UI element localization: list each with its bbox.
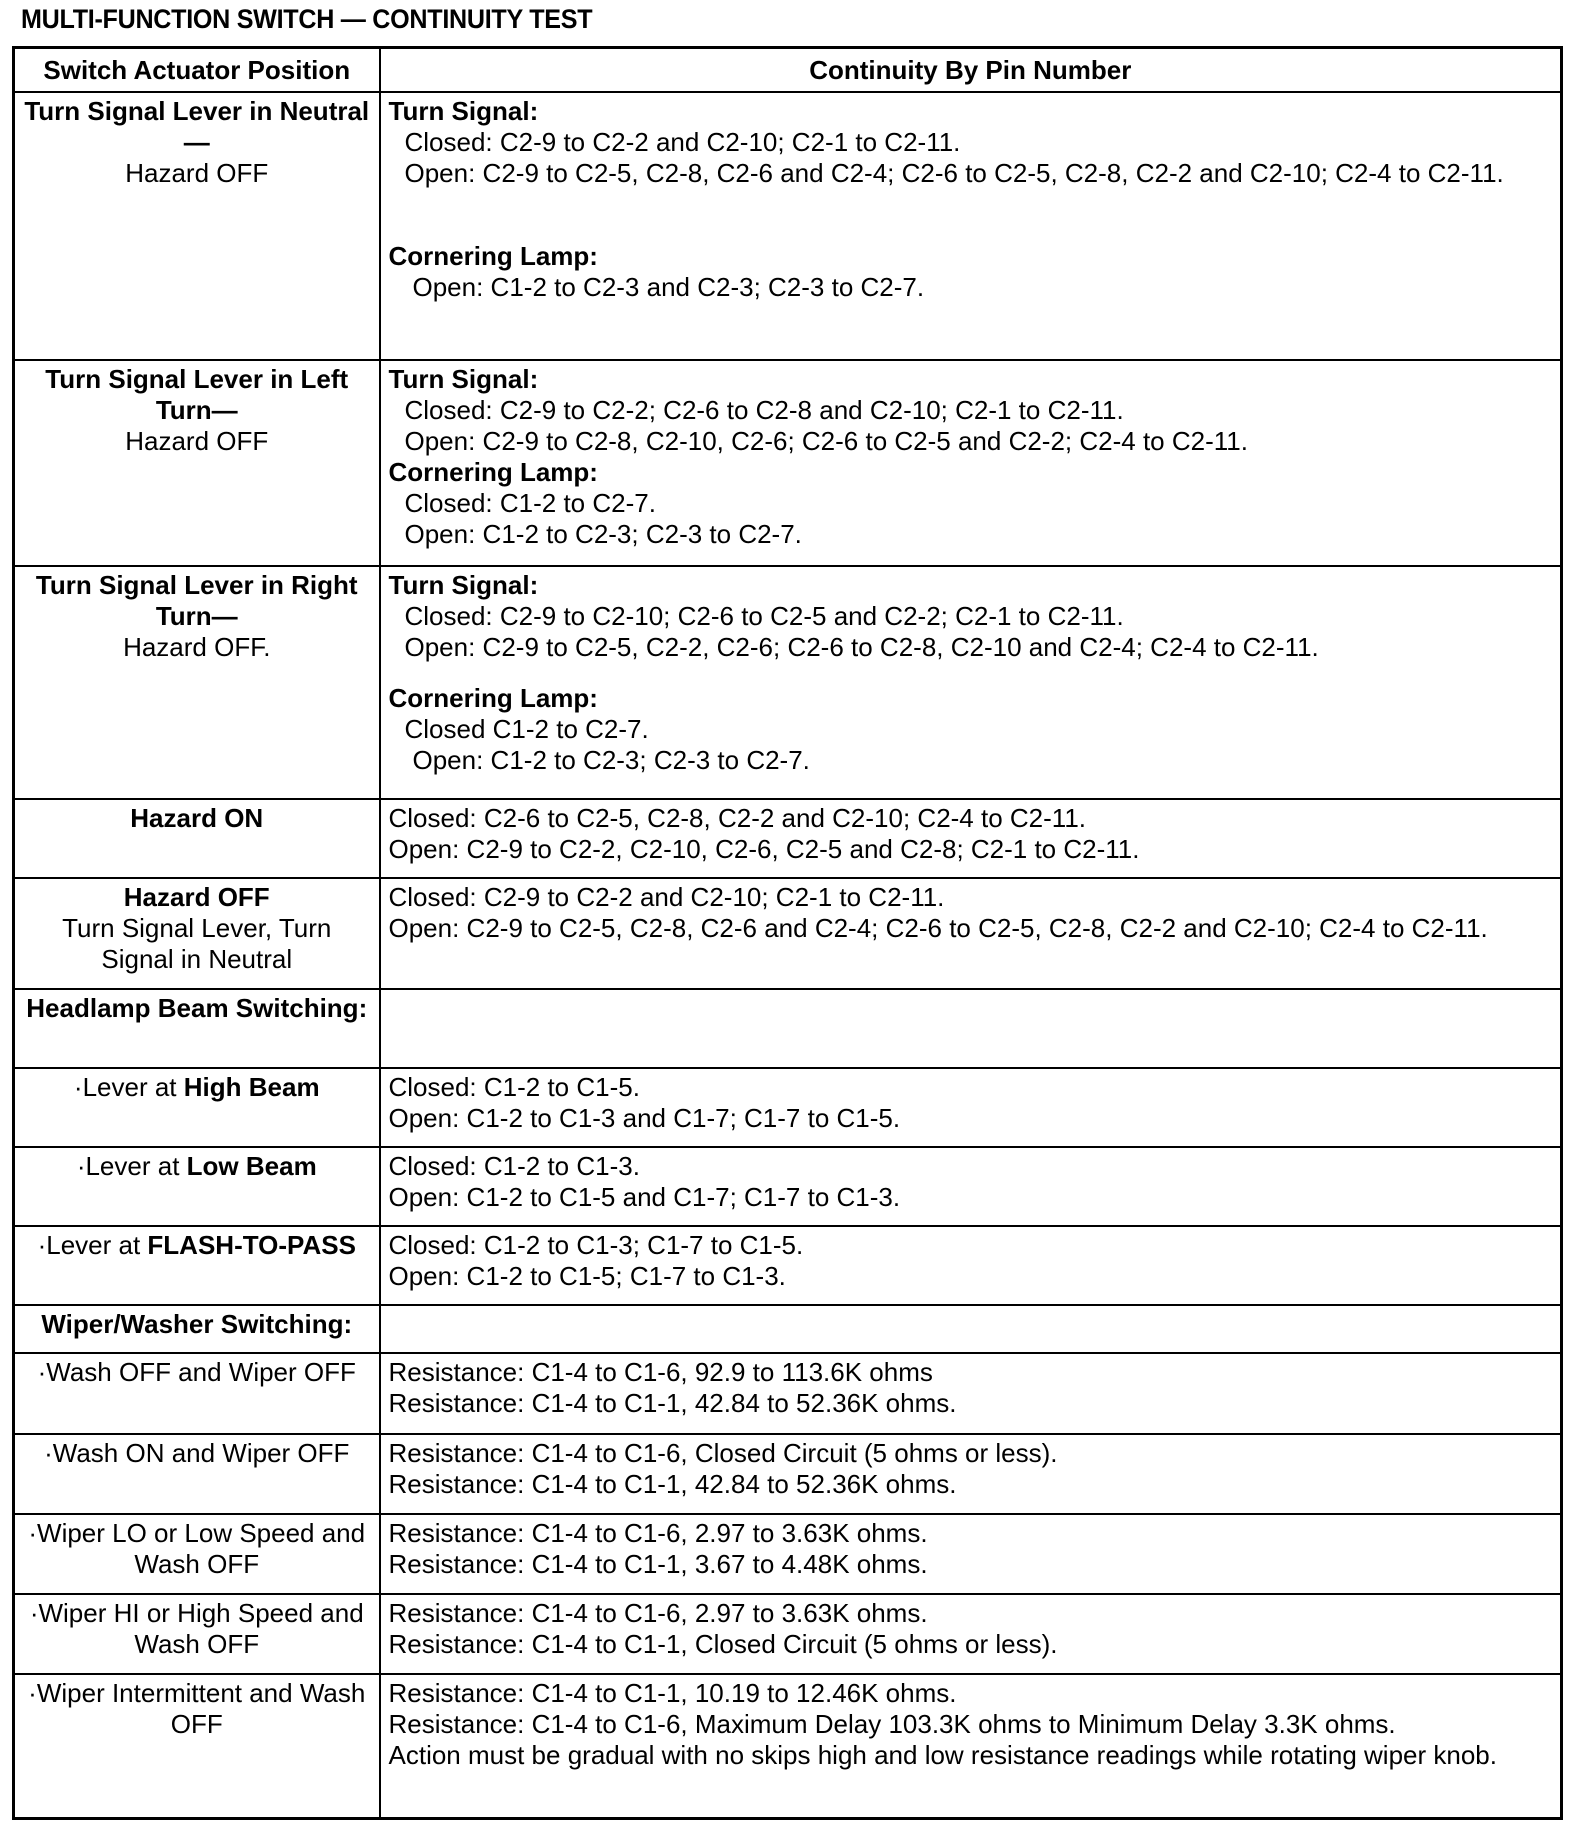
position-cell <box>14 566 380 799</box>
continuity-cell <box>380 1594 1562 1674</box>
resistance-line: Resistance: C1-4 to C1-1, 3.67 to 4.48K ohms. <box>388 1549 928 1579</box>
section-heading: Turn Signal: <box>388 96 539 126</box>
table-row <box>14 878 1562 989</box>
resistance-line: Resistance: C1-4 to C1-6, 2.97 to 3.63K ohms. <box>388 1518 928 1548</box>
position-normal: ·Wash ON and Wiper OFF <box>44 1438 350 1468</box>
continuity-cell <box>380 1305 1562 1353</box>
resistance-line: Resistance: C1-4 to C1-1, 42.84 to 52.36K ohms. <box>388 1469 957 1499</box>
continuity-cell <box>380 989 1562 1068</box>
position-bold: High Beam <box>183 1072 320 1102</box>
table-row <box>14 1226 1562 1305</box>
closed-line: Closed: C2-9 to C2-2 and C2-10; C2-1 to C2-11. <box>404 127 961 157</box>
section-title: Wiper/Washer Switching: <box>41 1309 353 1339</box>
position-bold: Turn Signal Lever in Left Turn— <box>45 364 349 425</box>
position-bold: Low Beam <box>186 1151 317 1181</box>
position-bold: Turn Signal Lever in Right Turn— <box>35 570 358 631</box>
position-cell <box>14 92 380 360</box>
open-line: Open: C2-9 to C2-2, C2-10, C2-6, C2-5 and C2-8; C2-1 to C2-11. <box>388 834 1140 864</box>
continuity-cell <box>380 566 1562 799</box>
table-row <box>14 360 1562 566</box>
section-title: Headlamp Beam Switching: <box>26 993 368 1023</box>
position-normal: Hazard OFF <box>125 158 269 188</box>
continuity-cell <box>380 1514 1562 1594</box>
position-normal: Hazard OFF <box>125 426 269 456</box>
section-heading: Turn Signal: <box>388 570 539 600</box>
open-line: Open: C2-9 to C2-8, C2-10, C2-6; C2-6 to C2-5 and C2-2; C2-4 to C2-11. <box>404 426 1248 456</box>
position-prefix: ·Lever at <box>76 1151 180 1181</box>
table-row <box>14 1594 1562 1674</box>
section-heading: Cornering Lamp: <box>388 457 598 487</box>
table-row <box>14 989 1562 1068</box>
open-line: Open: C1-2 to C2-3 and C2-3; C2-3 to C2-7. <box>412 272 925 302</box>
table-row <box>14 566 1562 799</box>
open-line: Open: C1-2 to C2-3; C2-3 to C2-7. <box>404 519 802 549</box>
position-normal: ·Wiper LO or Low Speed and Wash OFF <box>28 1518 366 1579</box>
open-line: Open: C1-2 to C1-5 and C1-7; C1-7 to C1-3. <box>388 1182 901 1212</box>
position-cell <box>14 1226 380 1305</box>
open-line: Open: C1-2 to C2-3; C2-3 to C2-7. <box>412 745 810 775</box>
table-row <box>14 92 1562 360</box>
continuity-cell <box>380 1226 1562 1305</box>
table-row <box>14 1147 1562 1226</box>
table-row <box>14 1068 1562 1147</box>
resistance-line: Resistance: C1-4 to C1-1, 42.84 to 52.36K ohms. <box>388 1388 957 1418</box>
position-cell <box>14 1434 380 1514</box>
closed-line: Closed: C1-2 to C1-3; C1-7 to C1-5. <box>388 1230 804 1260</box>
closed-line: Closed: C1-2 to C2-7. <box>404 488 656 518</box>
position-prefix: ·Lever at <box>37 1230 141 1260</box>
position-prefix: ·Lever at <box>73 1072 177 1102</box>
section-heading: Turn Signal: <box>388 364 539 394</box>
header-continuity: Continuity By Pin Number <box>380 48 1562 93</box>
position-normal: Turn Signal Lever, Turn Signal in Neutral <box>62 913 332 974</box>
continuity-cell <box>380 92 1562 360</box>
position-cell <box>14 878 380 989</box>
continuity-cell <box>380 1434 1562 1514</box>
table-row <box>14 1514 1562 1594</box>
section-heading: Cornering Lamp: <box>388 241 598 271</box>
continuity-cell <box>380 799 1562 878</box>
table-header-row <box>14 48 1562 93</box>
header-position: Switch Actuator Position <box>14 48 380 93</box>
position-bold: FLASH-TO-PASS <box>147 1230 356 1260</box>
continuity-cell <box>380 360 1562 566</box>
open-line: Open: C2-9 to C2-5, C2-8, C2-6 and C2-4; C2-6 to C2-5, C2-8, C2-2 and C2-10; C2-4 to C2-11. <box>404 158 1504 188</box>
position-cell <box>14 360 380 566</box>
table-row <box>14 1434 1562 1514</box>
position-cell <box>14 989 380 1068</box>
closed-line: Closed: C2-6 to C2-5, C2-8, C2-2 and C2-10; C2-4 to C2-11. <box>388 803 1087 833</box>
position-cell <box>14 1068 380 1147</box>
closed-line: Closed: C1-2 to C1-5. <box>388 1072 640 1102</box>
position-bold: Hazard ON <box>130 803 264 833</box>
table-row <box>14 799 1562 878</box>
resistance-line: Resistance: C1-4 to C1-6, 92.9 to 113.6K ohms <box>388 1357 933 1387</box>
position-cell <box>14 1674 380 1818</box>
continuity-cell <box>380 1353 1562 1434</box>
table-row <box>14 1674 1562 1818</box>
open-line: Open: C2-9 to C2-5, C2-2, C2-6; C2-6 to C2-8, C2-10 and C2-4; C2-4 to C2-11. <box>404 632 1319 662</box>
open-line: Open: C1-2 to C1-5; C1-7 to C1-3. <box>388 1261 786 1291</box>
position-bold: Hazard OFF <box>123 882 270 912</box>
position-cell <box>14 1305 380 1353</box>
section-heading: Cornering Lamp: <box>388 683 598 713</box>
document-title: MULTI-FUNCTION SWITCH — CONTINUITY TEST <box>21 4 593 34</box>
position-cell <box>14 1147 380 1226</box>
resistance-line: Resistance: C1-4 to C1-6, Closed Circuit (5 ohms or less). <box>388 1438 1058 1468</box>
table-row <box>14 1353 1562 1434</box>
position-cell <box>14 1594 380 1674</box>
position-normal: ·Wash OFF and Wiper OFF <box>37 1357 356 1387</box>
open-line: Open: C2-9 to C2-5, C2-8, C2-6 and C2-4; C2-6 to C2-5, C2-8, C2-2 and C2-10; C2-4 to C2-11. <box>388 913 1488 943</box>
continuity-cell <box>380 1674 1562 1818</box>
table-row <box>14 1305 1562 1353</box>
continuity-cell <box>380 1147 1562 1226</box>
position-bold: Turn Signal Lever in Neutral— <box>24 96 370 157</box>
resistance-line: Resistance: C1-4 to C1-6, 2.97 to 3.63K ohms. <box>388 1598 928 1628</box>
resistance-line: Resistance: C1-4 to C1-6, Maximum Delay 103.3K ohms to Minimum Delay 3.3K ohms. <box>388 1709 1396 1739</box>
continuity-cell <box>380 878 1562 989</box>
closed-line: Closed: C2-9 to C2-2; C2-6 to C2-8 and C2-10; C2-1 to C2-11. <box>404 395 1124 425</box>
position-cell <box>14 1514 380 1594</box>
position-cell <box>14 799 380 878</box>
resistance-line: Resistance: C1-4 to C1-1, Closed Circuit (5 ohms or less). <box>388 1629 1058 1659</box>
note-line: Action must be gradual with no skips high and low resistance readings while rotating wiper knob. <box>388 1740 1497 1770</box>
closed-line: Closed: C2-9 to C2-2 and C2-10; C2-1 to C2-11. <box>388 882 945 912</box>
resistance-line: Resistance: C1-4 to C1-1, 10.19 to 12.46K ohms. <box>388 1678 957 1708</box>
continuity-table <box>12 46 1563 1820</box>
position-cell <box>14 1353 380 1434</box>
position-normal: ·Wiper Intermittent and Wash OFF <box>28 1678 366 1739</box>
closed-line: Closed: C2-9 to C2-10; C2-6 to C2-5 and C2-2; C2-1 to C2-11. <box>404 601 1124 631</box>
continuity-cell <box>380 1068 1562 1147</box>
position-normal: Hazard OFF. <box>123 632 271 662</box>
position-normal: ·Wiper HI or High Speed and Wash OFF <box>29 1598 364 1659</box>
closed-line: Closed: C1-2 to C1-3. <box>388 1151 640 1181</box>
open-line: Open: C1-2 to C1-3 and C1-7; C1-7 to C1-5. <box>388 1103 901 1133</box>
closed-line: Closed C1-2 to C2-7. <box>404 714 649 744</box>
